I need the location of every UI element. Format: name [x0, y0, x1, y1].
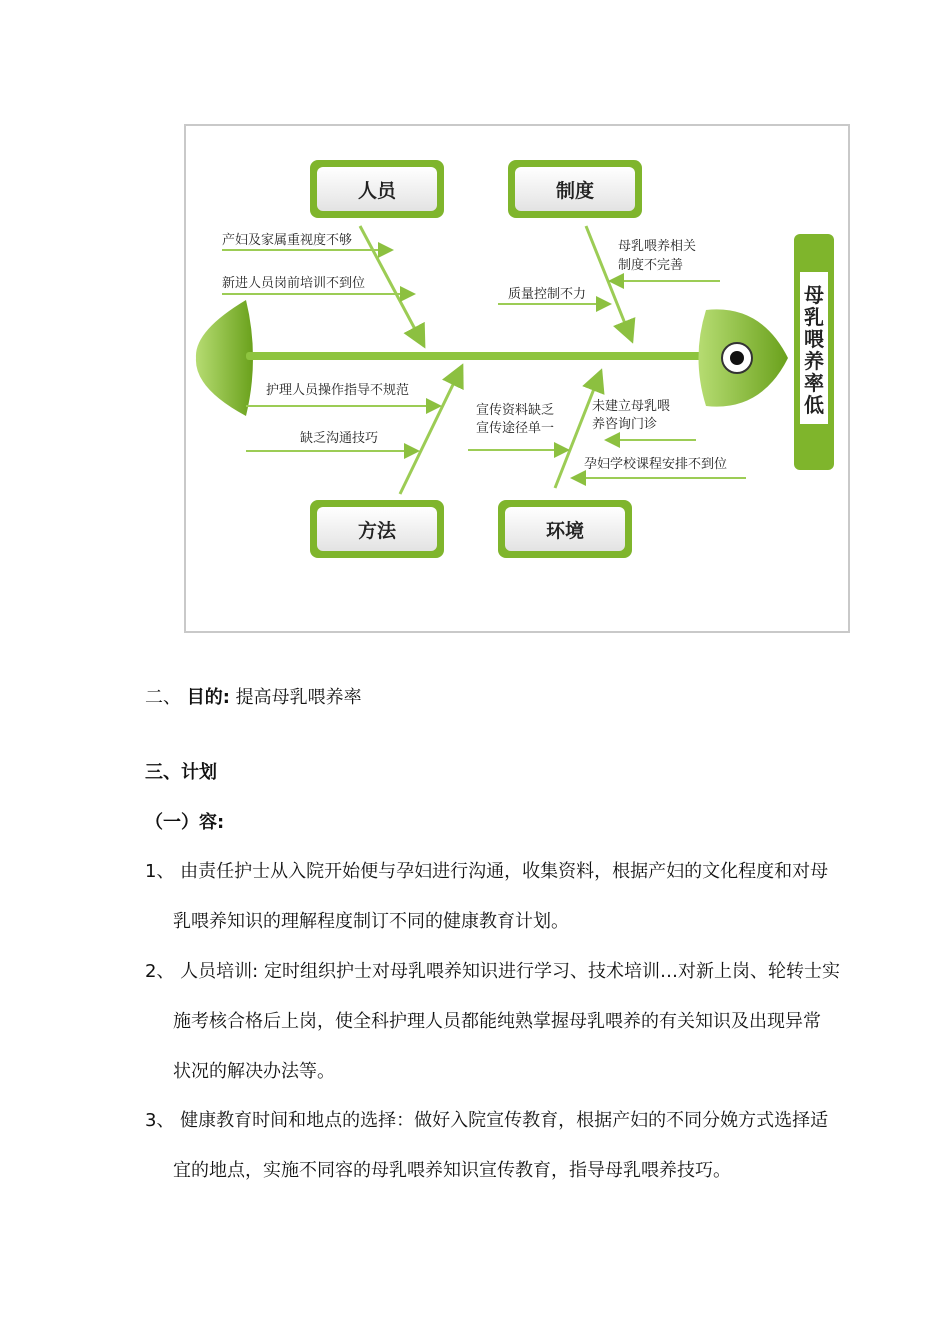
paragraph-line: 状况的解决办法等。 — [173, 1061, 335, 1082]
cause-label: 护理人员操作指导不规范 — [266, 383, 410, 398]
section-title-plan: 三、计划 — [145, 762, 217, 783]
paragraph-line: 宜的地点，实施不同容的母乳喂养知识宣传教育，指导母乳喂养技巧。 — [173, 1160, 731, 1181]
svg-text:方法: 方法 — [357, 520, 397, 542]
cause-label: 产妇及家属重视度不够 — [222, 233, 353, 248]
paragraph-line: 2、 人员培训: 定时组织护士对母乳喂养知识进行学习、技术培训…对新上岗、轮转士实 — [145, 961, 840, 982]
cause-label: 宣传资料缺乏 — [476, 403, 555, 418]
fishbone-diagram — [184, 124, 850, 633]
svg-text:制度: 制度 — [555, 180, 595, 202]
effect-char: 率 — [804, 371, 824, 395]
paragraph-line: 施考核合格后上岗，使全科护理人员都能纯熟掌握母乳喂养的有关知识及出现异常 — [173, 1011, 821, 1032]
fish-tail — [196, 300, 253, 416]
category-method — [310, 500, 444, 558]
svg-text:环境: 环境 — [545, 520, 585, 542]
paragraph-line: 3、 健康教育时间和地点的选择：做好入院宣传教育，根据产妇的不同分娩方式选择适 — [145, 1110, 829, 1131]
svg-text:母: 母 — [804, 283, 824, 307]
cause-label: 缺乏沟通技巧 — [300, 431, 379, 446]
cause-label: 未建立母乳喂 — [592, 399, 671, 414]
cause-label: 宣传途径单一 — [476, 421, 555, 436]
effect-char: 养 — [804, 349, 824, 373]
cause-label: 制度不完善 — [618, 258, 684, 273]
fishbone-canvas — [186, 126, 848, 631]
category-system — [508, 160, 642, 218]
cause-label: 新进人员岗前培训不到位 — [222, 276, 366, 291]
section-label: 目的: — [186, 687, 230, 708]
bone-method — [400, 366, 462, 494]
effect-char: 乳 — [804, 305, 824, 329]
section-text: 提高母乳喂养率 — [235, 687, 362, 708]
category-environment — [498, 500, 632, 558]
cause-label: 孕妇学校课程安排不到位 — [584, 457, 728, 472]
effect-char: 喂 — [804, 327, 824, 351]
paragraph-line: 1、 由责任护士从入院开始便与孕妇进行沟通，收集资料，根据产妇的文化程度和对母 — [145, 861, 829, 882]
cause-label: 质量控制不力 — [508, 287, 587, 302]
section-purpose — [145, 686, 362, 710]
cause-label: 养咨询门诊 — [592, 417, 658, 432]
subsection-title: （一）容: — [145, 812, 225, 833]
fish-spine — [246, 352, 711, 360]
effect-char: 低 — [804, 393, 824, 417]
cause-label: 母乳喂养相关 — [618, 239, 697, 254]
bone-people — [360, 226, 424, 346]
paragraph-line: 乳喂养知识的理解程度制订不同的健康教育计划。 — [173, 911, 569, 932]
section-number: 二、 — [145, 687, 181, 708]
svg-text:人员: 人员 — [357, 180, 397, 202]
category-people — [310, 160, 444, 218]
